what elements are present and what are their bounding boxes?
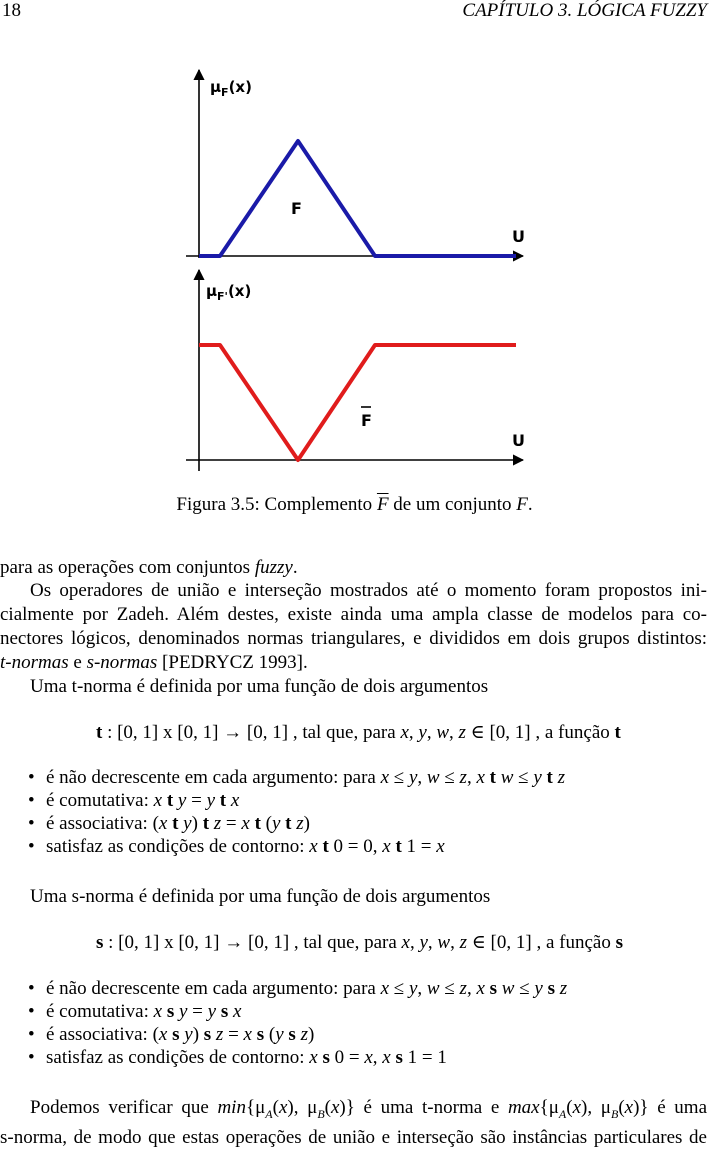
list-item: • satisfaz as condições de contorno: x s 0 = x, x s 1 = 1 bbox=[28, 1047, 447, 1068]
snorm-formula: s : [0, 1] x [0, 1] → [0, 1] , tal que, para x, y, w, z ∈ [0, 1] , a função s bbox=[96, 932, 623, 953]
membership-curve-F bbox=[199, 141, 516, 256]
chapter-header: CAPÍTULO 3. LÓGICA FUZZY bbox=[462, 0, 707, 21]
list-item: • é associativa: (x s y) s z = x s (y s z) bbox=[28, 1024, 315, 1045]
snorm-properties bbox=[0, 977, 567, 1069]
text-line: Os operadores de união e interseção mostrados até o momento foram propostos ini- bbox=[30, 580, 707, 601]
paragraph-norms bbox=[0, 579, 707, 675]
text-line: Podemos verificar que $\min\{\mu_A(x)$, $\mu_B(x)$} é uma t-norma e $\max\{\mu_A(x)$, $\mu_B(x)$} é uma bbox=[30, 1097, 708, 1121]
list-item: • é comutativa: x t y = y t x bbox=[28, 790, 240, 811]
page-number: 18 bbox=[2, 0, 21, 21]
set-F-label: F bbox=[291, 199, 302, 218]
tnorm-formula: t : [0, 1] x [0, 1] → [0, 1] , tal que, para x, y, w, z ∈ [0, 1] , a função t bbox=[96, 722, 621, 743]
text-line: nectores lógicos, denominados normas triangulares, e divididos em dois grupos distintos: bbox=[0, 628, 707, 649]
tnorm-properties bbox=[0, 766, 565, 858]
tnorm-intro: Uma t-norma é definida por uma função de dois argumentos bbox=[30, 676, 489, 697]
complement-figure bbox=[0, 0, 709, 480]
set-Fbar-label: F bbox=[361, 411, 372, 430]
top-x-label: U bbox=[512, 227, 525, 246]
list-item: • é associativa: (x t y) t z = x t (y t z) bbox=[28, 813, 310, 834]
paragraph-fuzzy-ops: para as operações com conjuntos fuzzy. bbox=[0, 557, 298, 578]
list-item: • é não decrescente em cada argumento: para x ≤ y, w ≤ z, x s w ≤ y s z bbox=[28, 978, 568, 999]
list-item: • satisfaz as condições de contorno: x t 0 = 0, x t 1 = x bbox=[28, 836, 445, 857]
figure-caption: Figura 3.5: Complemento $\overline{F}$ de um conjunto F. bbox=[176, 494, 533, 515]
complement-curve bbox=[199, 345, 516, 460]
snorm-intro: Uma s-norma é definida por uma função de dois argumentos bbox=[30, 886, 491, 907]
list-item: • é comutativa: x s y = y s x bbox=[28, 1001, 242, 1022]
list-item: • é não decrescente em cada argumento: para x ≤ y, w ≤ z, x t w ≤ y t z bbox=[28, 767, 566, 788]
text-line: cialmente por Zadeh. Além destes, existe ainda uma ampla classe de modelos para co- bbox=[0, 604, 707, 625]
text-line: s-norma, de modo que estas operações de união e interseção são instâncias particulares de bbox=[0, 1126, 707, 1148]
top-y-label: $\mu_F(x)$ bbox=[210, 78, 252, 99]
text-line: t-normas e s-normas [PEDRYCZ 1993]. bbox=[0, 652, 308, 673]
bottom-x-label: U bbox=[512, 431, 525, 450]
bottom-y-label: $\mu_{F'}(x)$ bbox=[206, 282, 252, 303]
